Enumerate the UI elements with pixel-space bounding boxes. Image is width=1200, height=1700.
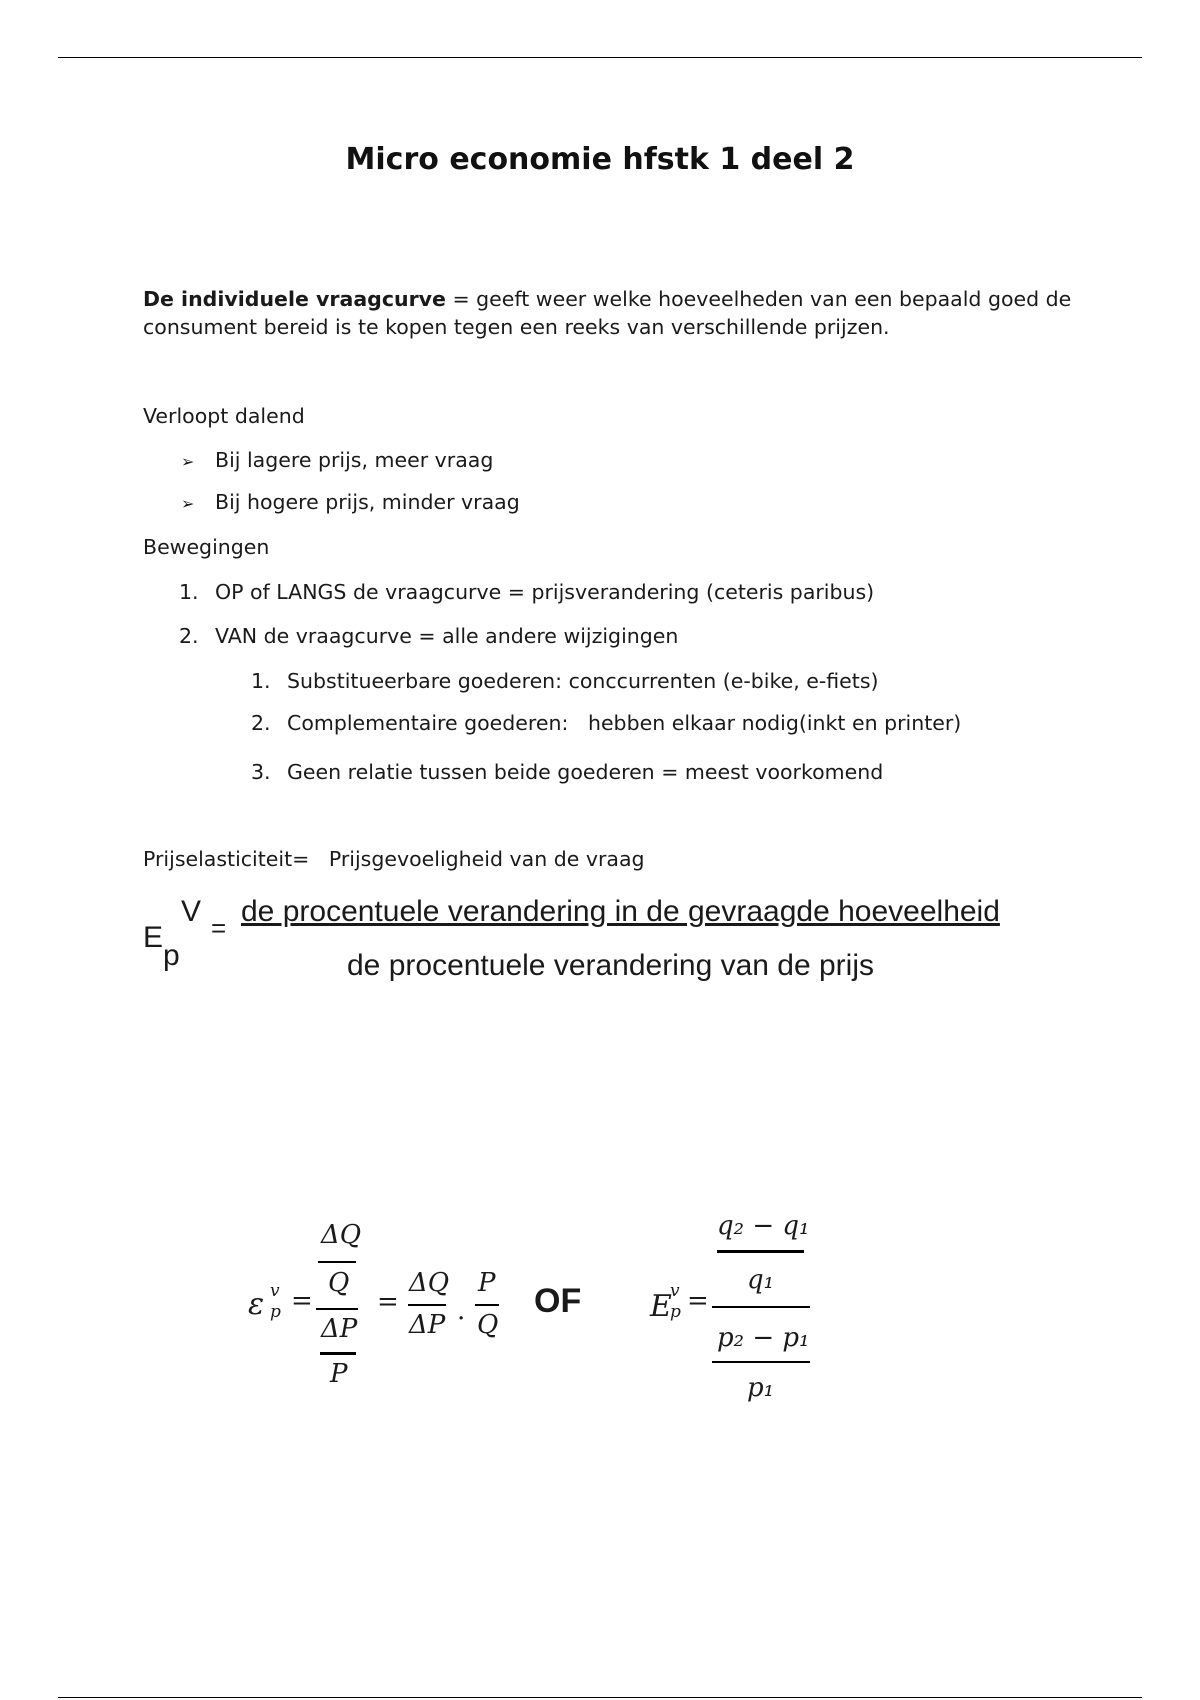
page-title: Micro economie hfstk 1 deel 2: [345, 142, 855, 177]
equals-sign: =: [687, 1286, 709, 1316]
sup-v: v: [670, 1281, 680, 1301]
or-label: OF: [534, 1282, 582, 1320]
delta-q: ΔQ: [321, 1220, 362, 1250]
list-item: 1. OP of LANGS de vraagcurve = prijsverandering (ceteris paribus): [179, 580, 875, 604]
formula-v: V: [181, 895, 202, 928]
main-fraction-line: [316, 1308, 358, 1310]
p2-minus-p1: p₂ − p₁: [717, 1323, 810, 1353]
fraction-line: [712, 1361, 810, 1363]
elasticity-label: Prijselasticiteit= Prijsgevoeligheid van de vraag: [143, 847, 645, 871]
bewegingen-heading: Bewegingen: [143, 535, 270, 559]
list-item: 2. VAN de vraagcurve = alle andere wijzigingen: [179, 624, 679, 648]
formula-denominator: de procentuele verandering van de prijs: [347, 949, 875, 982]
formula-numerator: de procentuele verandering in de gevraagde hoeveelheid: [241, 895, 1000, 928]
sub-p: p: [670, 1302, 681, 1322]
formula-equals: =: [211, 913, 227, 943]
arrow-bullet-icon: ➢: [181, 494, 195, 513]
formula-p: p: [163, 939, 180, 972]
q: Q: [328, 1268, 350, 1298]
list-item: ➢ Bij hogere prijs, minder vraag: [181, 490, 520, 514]
bottom-rule: [58, 1697, 1142, 1698]
main-fraction-line: [712, 1306, 810, 1308]
formula-e: E: [143, 921, 164, 954]
epsilon: ε: [248, 1287, 265, 1322]
p: P: [330, 1359, 348, 1389]
p: P: [478, 1268, 496, 1298]
fraction-line: [475, 1304, 499, 1306]
top-rule: [58, 57, 1142, 58]
q2-minus-q1: q₂ − q₁: [717, 1211, 810, 1241]
list-item: 1. Substitueerbare goederen: conccurrenten (e-bike, e-fiets): [251, 669, 879, 693]
q1: q₁: [747, 1265, 775, 1295]
equals-sign: =: [377, 1287, 399, 1317]
dot: .: [457, 1296, 466, 1326]
sub-p: p: [270, 1302, 281, 1322]
q: Q: [477, 1310, 499, 1340]
sup-v: v: [270, 1281, 280, 1301]
p1: p₁: [747, 1373, 775, 1403]
fraction-line: [408, 1304, 446, 1306]
delta-p: ΔP: [321, 1314, 358, 1344]
list-item: 3. Geen relatie tussen beide goederen = meest voorkomend: [251, 760, 884, 784]
list-item: ➢ Bij lagere prijs, meer vraag: [181, 448, 494, 472]
definition-term: De individuele vraagcurve: [143, 287, 446, 311]
arrow-bullet-icon: ➢: [181, 452, 195, 471]
fraction-line: [320, 1352, 356, 1355]
delta-p: ΔP: [409, 1310, 446, 1340]
fraction-line: [318, 1261, 356, 1263]
definition-paragraph: [143, 285, 1073, 341]
definition-text: = geeft weer welke hoeveelheden van een bepaald goed de consument bereid is te kopen tegen een reeks van verschillende prijzen.: [143, 287, 1072, 339]
list-item: 2. Complementaire goederen: hebben elkaar nodig(inkt en printer): [251, 711, 962, 735]
equals-sign: =: [291, 1286, 313, 1316]
fraction-line: [717, 1250, 804, 1253]
e: E: [650, 1289, 672, 1324]
verloop-heading: Verloopt dalend: [143, 404, 305, 428]
delta-q: ΔQ: [409, 1268, 450, 1298]
